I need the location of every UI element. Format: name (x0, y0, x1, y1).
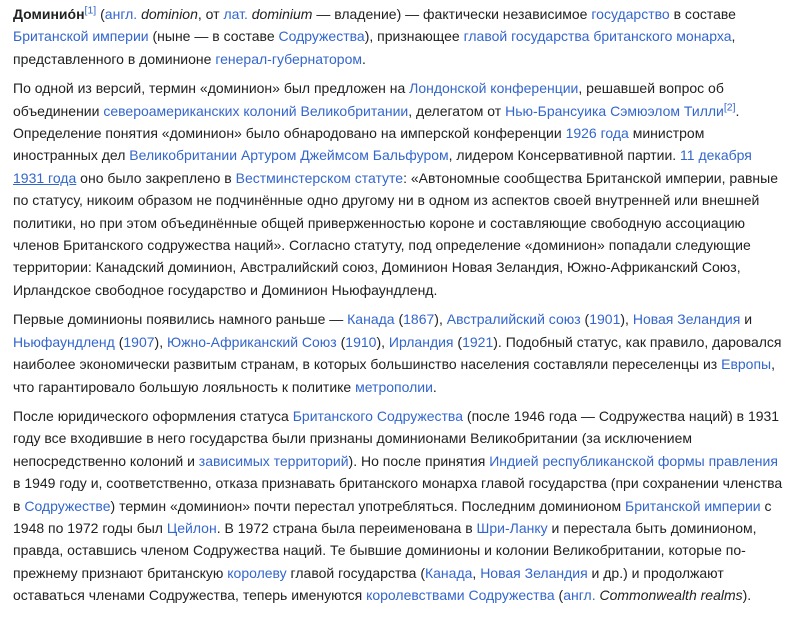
link-new-zealand[interactable]: Новая Зеландия (632, 311, 741, 328)
text: в составе (669, 6, 736, 22)
text: ( (554, 587, 564, 604)
text: , лидером Консервативной партии. (448, 147, 681, 164)
link-state[interactable]: государство (591, 6, 670, 22)
link-commonwealth-2[interactable]: Содружестве (24, 497, 111, 514)
text: Первые доминионы появились намного раньше — (13, 311, 348, 328)
text: оно было закреплено в (76, 169, 236, 186)
text: ( (96, 6, 105, 22)
text: в 1949 году и, соответственно, отказа признавать британского монарха главой государства (при сохранении членства в (13, 475, 783, 514)
reference-2 (724, 101, 736, 113)
text: . Определение понятия «доминион» было обнародовано на имперской конференции (13, 102, 740, 142)
link-london-conference[interactable]: Лондонской конференции (409, 80, 579, 97)
paragraph-origin (13, 77, 786, 301)
text: министром иностранных дел (13, 125, 705, 164)
link-governor-general[interactable]: генерал-губернатором (215, 50, 362, 67)
paragraph-first-dominions (13, 308, 786, 398)
link-balfour[interactable]: Артуром Джеймсом Бальфуром (240, 147, 449, 164)
link-british-empire-2[interactable]: Британской империи (625, 497, 761, 514)
text: ), (154, 333, 167, 350)
text: ), (434, 311, 447, 328)
text: (ныне — в составе (148, 28, 279, 45)
text: главой государства ( (286, 564, 425, 581)
link-december-11[interactable]: 11 декабря (680, 147, 752, 164)
link-canada[interactable]: Канада (347, 311, 395, 328)
text: , (472, 564, 481, 581)
link-north-american-colonies[interactable]: североамериканских колоний Великобритании (103, 102, 409, 119)
paragraph-intro (13, 3, 786, 70)
term-title: Доминио́н (13, 6, 85, 22)
link-head-of-state[interactable]: главой государства британского монарха (463, 28, 732, 45)
link-sri-lanka[interactable]: Шри-Ланку (476, 519, 548, 536)
reference-link-1[interactable]: [1] (84, 4, 97, 17)
english-term-realms: Commonwealth realms (599, 587, 743, 604)
link-new-brunswick[interactable]: Нью-Брансуика (505, 102, 607, 119)
link-commonwealth[interactable]: Содружества (278, 28, 365, 45)
link-south-africa[interactable]: Южно-Африканский Союз (166, 333, 337, 350)
link-1931[interactable]: 1931 года (13, 169, 77, 186)
text: ), (376, 333, 389, 350)
link-ceylon[interactable]: Цейлон (166, 519, 217, 536)
text: После юридического оформления статуса (13, 407, 293, 424)
link-metropole[interactable]: метрополии (355, 378, 433, 395)
link-british-empire[interactable]: Британской империи (13, 28, 149, 45)
text: — владение) — фактически независимое (312, 6, 592, 22)
link-europe[interactable]: Европы (721, 356, 772, 373)
text: , от (197, 6, 224, 22)
text: . В 1972 страна была переименована в (216, 519, 477, 536)
text: , представленного в доминионе (13, 28, 736, 67)
text: ). (742, 587, 752, 604)
reference-link-2[interactable]: [2] (723, 100, 736, 113)
link-india[interactable]: Индией (489, 452, 539, 469)
text: с 1948 по 1972 годы был (13, 497, 772, 536)
link-new-zealand-2[interactable]: Новая Зеландия (480, 564, 588, 581)
link-commonwealth-realms[interactable]: королевствами Содружества (366, 587, 555, 604)
link-australia[interactable]: Австралийский союз (446, 311, 581, 328)
text: , делегатом от (408, 102, 506, 119)
link-1926[interactable]: 1926 года (565, 125, 629, 142)
link-1907[interactable]: 1907 (123, 333, 155, 350)
link-great-britain[interactable]: Великобритании (129, 147, 238, 164)
english-term: dominion (141, 6, 198, 22)
link-statute-of-westminster[interactable]: Вестминстерском статуте (235, 169, 404, 186)
link-canada-2[interactable]: Канада (424, 564, 473, 581)
text: и перестала быть доминионом, правда, оставшись членом Содружества наций. Те бывшие доминионы и колонии Великобритании, которые по-прежнему признают британскую (13, 519, 757, 581)
link-1901[interactable]: 1901 (589, 311, 621, 328)
link-dependent-territories[interactable]: зависимых территорий (198, 452, 349, 469)
link-1910[interactable]: 1910 (345, 333, 377, 350)
link-1867[interactable]: 1867 (403, 311, 435, 328)
text: ). Подобный статус, как правило, даровался наиболее экономически развитым странам, в которых большинство населения составляли переселенцы из (13, 333, 782, 373)
text: , что гарантировало большую лояльность к политике (13, 356, 776, 395)
link-queen[interactable]: королеву (227, 564, 287, 581)
text: ), признающее (364, 28, 464, 45)
text: и (740, 311, 753, 328)
text: ) термин «доминион» почти перестал употребляться. Последним доминионом (110, 497, 626, 514)
text: (после 1946 года — Содружества наций) в 1931 году все входившие в него государства были признаны доминионами Великобритании (за исключением непосредственно колоний и (13, 407, 780, 469)
text: ( (453, 333, 463, 350)
reference-1 (85, 4, 97, 16)
text: ( (580, 311, 590, 328)
text: По одной из версий, термин «доминион» был предложен на (13, 80, 410, 97)
text: ). Но после принятия (348, 452, 490, 469)
link-latin[interactable]: лат. (223, 6, 248, 22)
text: . (361, 50, 366, 67)
latin-term: dominium (251, 6, 313, 22)
link-republican-government[interactable]: республиканской формы правления (542, 452, 778, 469)
link-samuel-tilley[interactable]: Сэмюэлом Тилли (610, 102, 724, 119)
text: ), (620, 311, 633, 328)
link-ireland[interactable]: Ирландия (388, 333, 454, 350)
text: ( (114, 333, 124, 350)
link-1921[interactable]: 1921 (462, 333, 494, 350)
paragraph-after-1931 (13, 405, 786, 607)
text: ( (336, 333, 346, 350)
link-british-commonwealth[interactable]: Британского Содружества (292, 407, 464, 424)
text: . (432, 378, 437, 395)
text: ( (394, 311, 404, 328)
text: : «Автономные сообщества Британской империи, равные по статусу, никоим образом не подчинённые одно другому ни в одном из аспектов своей внутренней или внешней политики, но при этом объединённые общей приверженностью короне и составляющие свободную ассоциацию членов Британского содружества наций». Согласно статуту, под определение «доминион» попадали следующие территории: Канадский доминион, Австралийский союз, Доминион Новая Зеландия, Южно-Африканский Союз, Ирландское свободное государство и Доминион Ньюфаундленд. (13, 169, 778, 298)
text: и др.) и продолжают оставаться членами Содружества, теперь именуются (13, 564, 724, 604)
link-english-2[interactable]: англ. (563, 587, 596, 604)
link-english[interactable]: англ. (104, 6, 138, 22)
text: , решавшей вопрос об объединении (13, 80, 724, 119)
link-newfoundland[interactable]: Ньюфаундленд (13, 333, 115, 350)
